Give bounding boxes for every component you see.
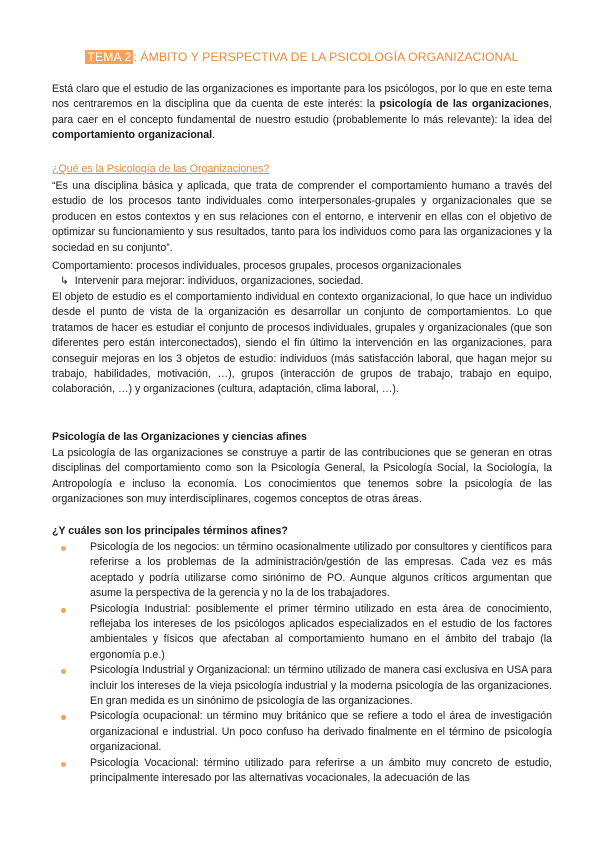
intro-paragraph [52, 82, 552, 144]
intro-bold-1: psicología de las organizaciones [379, 98, 550, 111]
list-item-text: Psicología Industrial y Organizacional: un término utilizado de manera casi exclusiva en USA para incluir los intereses de la vieja psicología industrial y la moderna psicología de las organizaciones. En gran medida es un sinónimo de psicología de las organizaciones. [90, 664, 552, 708]
intervenir-line [60, 274, 560, 289]
intro-text-2: , para caer en el concepto fundamental de nuestro estudio (probablemente lo más relevante): la idea del [52, 98, 552, 126]
title-text: : ÁMBITO Y PERSPECTIVA DE LA PSICOLOGÍA ORGANIZACIONAL [133, 50, 519, 64]
bullet-icon [61, 762, 66, 767]
list-item-text: Psicología Vocacional: término utilizado para referirse a un ámbito muy concreto de estudio, principalmente interesado por las alternativas vocacionales, la adecuación de las [90, 756, 552, 785]
topic-highlight: TEMA 2 [87, 50, 132, 64]
intro-text-1: Está claro que el estudio de las organizaciones es importante para los psicólogos, por lo que en este tema nos centraremos en la disciplina que da cuenta de este interés: la [52, 83, 552, 111]
list-item-text: Psicología ocupacional: un término muy británico que se refiere a todo el área de investigación organizacional e industrial. Un poco confuso ha derivado finalmente en el término de psicología organizacional. [90, 710, 552, 754]
list-item-text: Psicología de los negocios: un término ocasionalmente utilizado por consultores y científicos para referirse a los problemas de la administración/gestión de las empresas. Cada vez es más aceptado y podría utilizarse como sinónimo de PO. Aunque algunos críticos argumentan que asume la perspectiva de la gerencia y no la de los trabajadores. [90, 541, 552, 600]
list-item-text: Psicología Industrial: posiblemente el primer término utilizado en esta área de conocimiento, reflejaba los intereses de los psicólogos aplicados especializados en el estudio de los factores ambientales y físicos que afectaban al comportamiento humano en el ámbito del trabajo (la ergonomía p.e.) [90, 602, 552, 661]
document-title [52, 50, 552, 64]
list-item [52, 540, 552, 602]
list-item [52, 709, 552, 755]
question-link[interactable]: ¿Qué es la Psicología de las Organizaciones? [52, 163, 270, 175]
sub-arrow-icon: ↳ [60, 275, 69, 287]
definition-quote: “Es una disciplina básica y aplicada, que trata de comprender el comportamiento humano a través del estudio de los procesos tanto individuales como interpersonales-grupales y organizacionales que se producen en estos contextos y en sus relaciones con el entorno, e intervenir en ellas con el objetivo de optimizar su funcionamiento y sus resultados, tanto para los individuos como para las organizaciones y la sociedad en su conjunto”. [52, 180, 552, 254]
terms-list [52, 540, 552, 787]
bullet-icon [61, 608, 66, 613]
list-item [52, 602, 552, 664]
bullet-icon [61, 715, 66, 720]
list-item [52, 756, 552, 787]
ciencias-afines-paragraph: La psicología de las organizaciones se construye a partir de las contribuciones que se generan en otras disciplinas del comportamiento como son la Psicología General, la Psicología Social, la Sociología, la Antropología e incluso la economía. Los conocimientos que tenemos sobre la psicología de las organizaciones son muy interdisciplinares, cogemos conceptos de otras áreas. [52, 447, 552, 506]
section-heading-terminos-afines: ¿Y cuáles son los principales términos afines? [52, 525, 288, 537]
intervenir-text: Intervenir para mejorar: individuos, organizaciones, sociedad. [74, 275, 364, 287]
section-heading-ciencias-afines: Psicología de las Organizaciones y ciencias afines [52, 431, 307, 443]
comportamiento-line: Comportamiento: procesos individuales, procesos grupales, procesos organizacionales [52, 260, 462, 272]
intro-text-3: . [212, 129, 216, 142]
list-item [52, 663, 552, 709]
intro-bold-2: comportamiento organizacional [52, 129, 213, 142]
objeto-paragraph: El objeto de estudio es el comportamiento individual en contexto organizacional, lo que hace un individuo desde el punto de vista de la organización es desarrollar un conjunto de comportamientos. Lo que tratamos de hacer es estudiar el conjunto de procesos individuales, grupales y organizacionales (que son diferentes pero están interconectados), siendo el fin último la intervención en las organizaciones, para conseguir mejoras en los 3 objetos de estudio: individuos (más satisfacción laboral, que hagan mejor su trabajo, habilidades, motivación, …), grupos (interacción de grupos de trabajo, trabajo en equipo, colaboración, …) y organizaciones (cultura, adaptación, clima laboral, …). [52, 291, 552, 396]
bullet-icon [61, 669, 66, 674]
bullet-icon [61, 546, 66, 551]
